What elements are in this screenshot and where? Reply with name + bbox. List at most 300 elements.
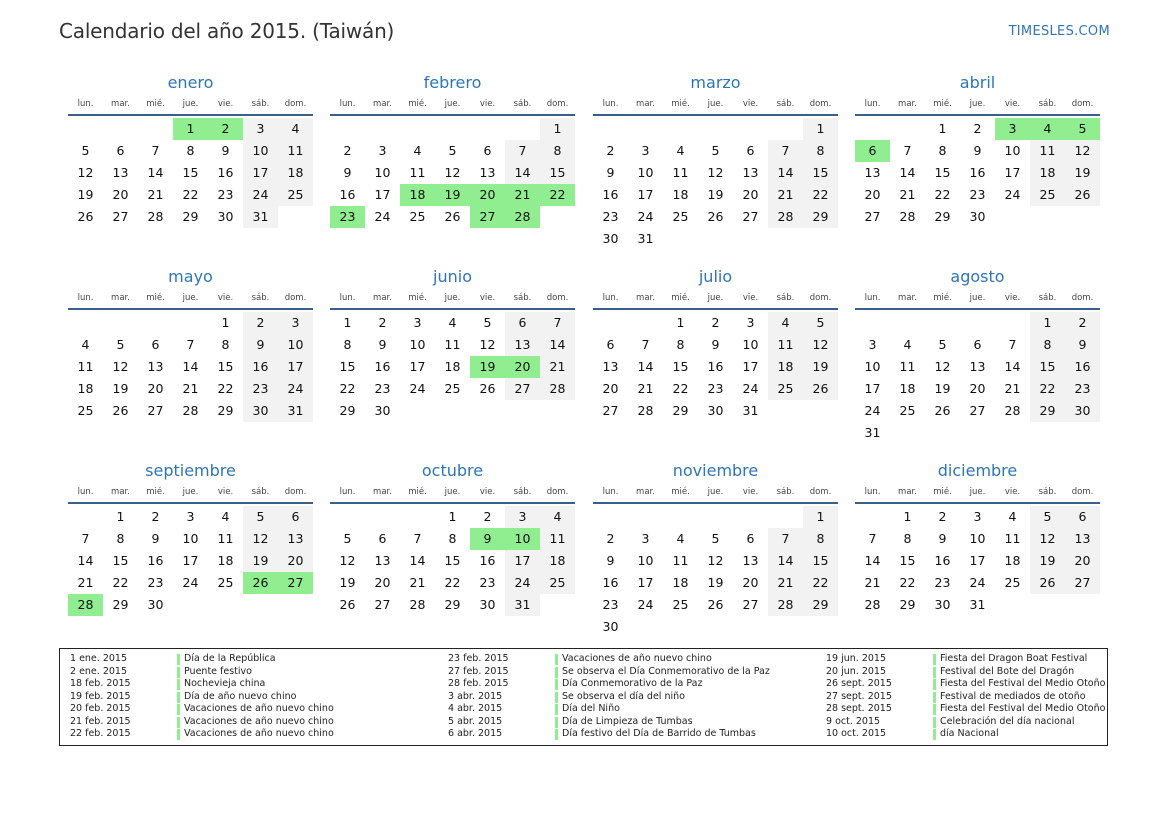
day-cell[interactable]: 5 (81, 143, 90, 158)
day-cell[interactable]: 14 (864, 553, 881, 568)
day-cell[interactable]: 29 (803, 206, 838, 228)
day-cell[interactable]: 20 (505, 356, 540, 378)
day-cell[interactable]: 4 (413, 143, 422, 158)
day-cell[interactable]: 27 (147, 403, 164, 418)
day-cell[interactable]: 3 (641, 143, 650, 158)
day-cell[interactable]: 22 (112, 575, 129, 590)
day-cell[interactable]: 11 (1030, 140, 1065, 162)
day-cell[interactable]: 12 (707, 165, 724, 180)
day-cell[interactable]: 10 (182, 531, 199, 546)
day-cell[interactable]: 2 (483, 509, 492, 524)
day-cell[interactable]: 16 (1065, 356, 1100, 378)
day-cell[interactable]: 11 (768, 334, 803, 356)
day-cell[interactable]: 16 (969, 165, 986, 180)
day-cell[interactable]: 23 (707, 381, 724, 396)
day-cell[interactable]: 2 (938, 509, 947, 524)
day-cell[interactable]: 24 (1004, 187, 1021, 202)
day-cell[interactable]: 28 (768, 206, 803, 228)
day-cell[interactable]: 16 (602, 187, 619, 202)
day-cell[interactable]: 19 (707, 187, 724, 202)
day-cell[interactable]: 29 (182, 209, 199, 224)
day-cell[interactable]: 5 (803, 312, 838, 334)
day-cell[interactable]: 18 (400, 184, 435, 206)
day-cell[interactable]: 27 (742, 209, 759, 224)
day-cell[interactable]: 19 (339, 575, 356, 590)
day-cell[interactable]: 25 (1004, 575, 1021, 590)
day-cell[interactable]: 17 (969, 553, 986, 568)
day-cell[interactable]: 1 (1030, 312, 1065, 334)
day-cell[interactable]: 28 (505, 206, 540, 228)
day-cell[interactable]: 19 (112, 381, 129, 396)
day-cell[interactable]: 14 (899, 165, 916, 180)
day-cell[interactable]: 25 (278, 184, 313, 206)
day-cell[interactable]: 7 (81, 531, 90, 546)
day-cell[interactable]: 12 (339, 553, 356, 568)
day-cell[interactable]: 15 (934, 165, 951, 180)
day-cell[interactable]: 25 (672, 597, 689, 612)
day-cell[interactable]: 12 (1030, 528, 1065, 550)
day-cell[interactable]: 9 (606, 553, 615, 568)
day-cell[interactable]: 30 (243, 400, 278, 422)
day-cell[interactable]: 29 (1030, 400, 1065, 422)
day-cell[interactable]: 26 (803, 378, 838, 400)
day-cell[interactable]: 17 (742, 359, 759, 374)
day-cell[interactable]: 3 (505, 506, 540, 528)
day-cell[interactable]: 26 (243, 572, 278, 594)
day-cell[interactable]: 22 (672, 381, 689, 396)
day-cell[interactable]: 1 (448, 509, 457, 524)
day-cell[interactable]: 26 (1030, 572, 1065, 594)
day-cell[interactable]: 28 (182, 403, 199, 418)
day-cell[interactable]: 6 (746, 531, 755, 546)
day-cell[interactable]: 27 (602, 403, 619, 418)
day-cell[interactable]: 18 (444, 359, 461, 374)
day-cell[interactable]: 23 (374, 381, 391, 396)
day-cell[interactable]: 3 (378, 143, 387, 158)
day-cell[interactable]: 16 (147, 553, 164, 568)
day-cell[interactable]: 9 (243, 334, 278, 356)
day-cell[interactable]: 21 (1004, 381, 1021, 396)
day-cell[interactable]: 4 (540, 506, 575, 528)
day-cell[interactable]: 17 (864, 381, 881, 396)
day-cell[interactable]: 21 (409, 575, 426, 590)
day-cell[interactable]: 31 (278, 400, 313, 422)
day-cell[interactable]: 15 (1030, 356, 1065, 378)
day-cell[interactable]: 8 (1030, 334, 1065, 356)
day-cell[interactable]: 18 (217, 553, 234, 568)
day-cell[interactable]: 28 (637, 403, 654, 418)
day-cell[interactable]: 22 (1030, 378, 1065, 400)
day-cell[interactable]: 19 (243, 550, 278, 572)
day-cell[interactable]: 4 (676, 531, 685, 546)
day-cell[interactable]: 14 (409, 553, 426, 568)
day-cell[interactable]: 30 (602, 619, 619, 634)
day-cell[interactable]: 5 (1065, 118, 1100, 140)
day-cell[interactable]: 9 (151, 531, 160, 546)
day-cell[interactable]: 3 (243, 118, 278, 140)
day-cell[interactable]: 12 (803, 334, 838, 356)
day-cell[interactable]: 26 (339, 597, 356, 612)
day-cell[interactable]: 7 (768, 528, 803, 550)
day-cell[interactable]: 7 (641, 337, 650, 352)
day-cell[interactable]: 21 (182, 381, 199, 396)
day-cell[interactable]: 21 (505, 184, 540, 206)
day-cell[interactable]: 20 (147, 381, 164, 396)
day-cell[interactable]: 6 (855, 140, 890, 162)
day-cell[interactable]: 14 (1004, 359, 1021, 374)
day-cell[interactable]: 21 (864, 575, 881, 590)
day-cell[interactable]: 10 (1004, 143, 1021, 158)
day-cell[interactable]: 5 (483, 315, 492, 330)
day-cell[interactable]: 13 (602, 359, 619, 374)
day-cell[interactable]: 20 (602, 381, 619, 396)
day-cell[interactable]: 27 (374, 597, 391, 612)
day-cell[interactable]: 27 (1065, 572, 1100, 594)
day-cell[interactable]: 20 (470, 184, 505, 206)
day-cell[interactable]: 14 (77, 553, 94, 568)
day-cell[interactable]: 5 (711, 531, 720, 546)
day-cell[interactable]: 3 (641, 531, 650, 546)
day-cell[interactable]: 23 (602, 209, 619, 224)
day-cell[interactable]: 21 (768, 184, 803, 206)
day-cell[interactable]: 18 (899, 381, 916, 396)
day-cell[interactable]: 23 (934, 575, 951, 590)
day-cell[interactable]: 18 (1004, 553, 1021, 568)
day-cell[interactable]: 11 (278, 140, 313, 162)
day-cell[interactable]: 16 (707, 359, 724, 374)
day-cell[interactable]: 10 (374, 165, 391, 180)
day-cell[interactable]: 22 (444, 575, 461, 590)
day-cell[interactable]: 31 (969, 597, 986, 612)
day-cell[interactable]: 10 (864, 359, 881, 374)
day-cell[interactable]: 30 (217, 209, 234, 224)
day-cell[interactable]: 19 (1065, 162, 1100, 184)
day-cell[interactable]: 6 (378, 531, 387, 546)
day-cell[interactable]: 25 (77, 403, 94, 418)
day-cell[interactable]: 22 (803, 572, 838, 594)
day-cell[interactable]: 16 (217, 165, 234, 180)
day-cell[interactable]: 11 (1004, 531, 1021, 546)
day-cell[interactable]: 26 (1065, 184, 1100, 206)
day-cell[interactable]: 4 (278, 118, 313, 140)
day-cell[interactable]: 28 (147, 209, 164, 224)
day-cell[interactable]: 9 (221, 143, 230, 158)
day-cell[interactable]: 24 (505, 572, 540, 594)
day-cell[interactable]: 22 (899, 575, 916, 590)
day-cell[interactable]: 8 (676, 337, 685, 352)
day-cell[interactable]: 28 (1004, 403, 1021, 418)
day-cell[interactable]: 13 (505, 334, 540, 356)
day-cell[interactable]: 4 (1008, 509, 1017, 524)
day-cell[interactable]: 10 (505, 528, 540, 550)
day-cell[interactable]: 8 (186, 143, 195, 158)
day-cell[interactable]: 27 (505, 378, 540, 400)
day-cell[interactable]: 15 (182, 165, 199, 180)
day-cell[interactable]: 13 (479, 165, 496, 180)
day-cell[interactable]: 13 (742, 165, 759, 180)
day-cell[interactable]: 8 (448, 531, 457, 546)
day-cell[interactable]: 12 (707, 553, 724, 568)
day-cell[interactable]: 16 (374, 359, 391, 374)
day-cell[interactable]: 1 (803, 506, 838, 528)
day-cell[interactable]: 21 (768, 572, 803, 594)
day-cell[interactable]: 11 (899, 359, 916, 374)
day-cell[interactable]: 22 (934, 187, 951, 202)
day-cell[interactable]: 9 (343, 165, 352, 180)
day-cell[interactable]: 28 (864, 597, 881, 612)
day-cell[interactable]: 14 (768, 550, 803, 572)
day-cell[interactable]: 24 (182, 575, 199, 590)
day-cell[interactable]: 16 (934, 553, 951, 568)
day-cell[interactable]: 10 (742, 337, 759, 352)
day-cell[interactable]: 24 (969, 575, 986, 590)
day-cell[interactable]: 14 (147, 165, 164, 180)
day-cell[interactable]: 18 (278, 162, 313, 184)
day-cell[interactable]: 5 (938, 337, 947, 352)
day-cell[interactable]: 23 (217, 187, 234, 202)
day-cell[interactable]: 14 (768, 162, 803, 184)
day-cell[interactable]: 15 (899, 553, 916, 568)
day-cell[interactable]: 19 (934, 381, 951, 396)
day-cell[interactable]: 24 (374, 209, 391, 224)
day-cell[interactable]: 30 (934, 597, 951, 612)
day-cell[interactable]: 4 (1030, 118, 1065, 140)
day-cell[interactable]: 23 (602, 597, 619, 612)
day-cell[interactable]: 27 (742, 597, 759, 612)
day-cell[interactable]: 5 (116, 337, 125, 352)
brand-link[interactable]: TIMESLES.COM (1008, 24, 1110, 39)
day-cell[interactable]: 9 (1065, 334, 1100, 356)
day-cell[interactable]: 13 (112, 165, 129, 180)
day-cell[interactable]: 19 (803, 356, 838, 378)
day-cell[interactable]: 29 (112, 597, 129, 612)
day-cell[interactable]: 28 (540, 378, 575, 400)
day-cell[interactable]: 15 (672, 359, 689, 374)
day-cell[interactable]: 23 (330, 206, 365, 228)
day-cell[interactable]: 7 (413, 531, 422, 546)
day-cell[interactable]: 13 (1065, 528, 1100, 550)
day-cell[interactable]: 30 (969, 209, 986, 224)
day-cell[interactable]: 31 (742, 403, 759, 418)
day-cell[interactable]: 31 (637, 231, 654, 246)
day-cell[interactable]: 10 (637, 553, 654, 568)
day-cell[interactable]: 11 (217, 531, 234, 546)
day-cell[interactable]: 3 (995, 118, 1030, 140)
day-cell[interactable]: 6 (116, 143, 125, 158)
day-cell[interactable]: 5 (448, 143, 457, 158)
day-cell[interactable]: 7 (768, 140, 803, 162)
day-cell[interactable]: 2 (151, 509, 160, 524)
day-cell[interactable]: 20 (742, 575, 759, 590)
day-cell[interactable]: 29 (339, 403, 356, 418)
day-cell[interactable]: 7 (151, 143, 160, 158)
day-cell[interactable]: 28 (409, 597, 426, 612)
day-cell[interactable]: 6 (1065, 506, 1100, 528)
day-cell[interactable]: 17 (278, 356, 313, 378)
day-cell[interactable]: 18 (540, 550, 575, 572)
day-cell[interactable]: 10 (243, 140, 278, 162)
day-cell[interactable]: 18 (1030, 162, 1065, 184)
day-cell[interactable]: 15 (112, 553, 129, 568)
day-cell[interactable]: 20 (112, 187, 129, 202)
day-cell[interactable]: 1 (221, 315, 230, 330)
day-cell[interactable]: 11 (540, 528, 575, 550)
day-cell[interactable]: 15 (444, 553, 461, 568)
day-cell[interactable]: 19 (707, 575, 724, 590)
day-cell[interactable]: 6 (151, 337, 160, 352)
day-cell[interactable]: 21 (77, 575, 94, 590)
day-cell[interactable]: 24 (864, 403, 881, 418)
day-cell[interactable]: 25 (899, 403, 916, 418)
day-cell[interactable]: 21 (147, 187, 164, 202)
day-cell[interactable]: 4 (768, 312, 803, 334)
day-cell[interactable]: 14 (637, 359, 654, 374)
day-cell[interactable]: 28 (68, 594, 103, 616)
day-cell[interactable]: 2 (208, 118, 243, 140)
day-cell[interactable]: 22 (540, 184, 575, 206)
day-cell[interactable]: 17 (374, 187, 391, 202)
day-cell[interactable]: 27 (864, 209, 881, 224)
day-cell[interactable]: 4 (81, 337, 90, 352)
day-cell[interactable]: 1 (803, 118, 838, 140)
day-cell[interactable]: 3 (278, 312, 313, 334)
day-cell[interactable]: 8 (938, 143, 947, 158)
day-cell[interactable]: 12 (112, 359, 129, 374)
day-cell[interactable]: 18 (672, 187, 689, 202)
day-cell[interactable]: 26 (444, 209, 461, 224)
day-cell[interactable]: 2 (343, 143, 352, 158)
day-cell[interactable]: 26 (112, 403, 129, 418)
day-cell[interactable]: 6 (505, 312, 540, 334)
day-cell[interactable]: 13 (278, 528, 313, 550)
day-cell[interactable]: 12 (77, 165, 94, 180)
day-cell[interactable]: 12 (934, 359, 951, 374)
day-cell[interactable]: 29 (934, 209, 951, 224)
day-cell[interactable]: 3 (973, 509, 982, 524)
day-cell[interactable]: 2 (606, 531, 615, 546)
day-cell[interactable]: 30 (1065, 400, 1100, 422)
day-cell[interactable]: 10 (278, 334, 313, 356)
day-cell[interactable]: 9 (470, 528, 505, 550)
day-cell[interactable]: 1 (938, 121, 947, 136)
day-cell[interactable]: 30 (374, 403, 391, 418)
day-cell[interactable]: 12 (444, 165, 461, 180)
day-cell[interactable]: 10 (969, 531, 986, 546)
day-cell[interactable]: 9 (606, 165, 615, 180)
day-cell[interactable]: 9 (711, 337, 720, 352)
day-cell[interactable]: 25 (540, 572, 575, 594)
day-cell[interactable]: 2 (973, 121, 982, 136)
day-cell[interactable]: 7 (1008, 337, 1017, 352)
day-cell[interactable]: 29 (672, 403, 689, 418)
day-cell[interactable]: 8 (803, 528, 838, 550)
day-cell[interactable]: 17 (1004, 165, 1021, 180)
day-cell[interactable]: 24 (742, 381, 759, 396)
day-cell[interactable]: 26 (479, 381, 496, 396)
day-cell[interactable]: 23 (479, 575, 496, 590)
day-cell[interactable]: 19 (470, 356, 505, 378)
day-cell[interactable]: 6 (606, 337, 615, 352)
day-cell[interactable]: 26 (77, 209, 94, 224)
day-cell[interactable]: 7 (505, 140, 540, 162)
day-cell[interactable]: 9 (938, 531, 947, 546)
day-cell[interactable]: 10 (409, 337, 426, 352)
day-cell[interactable]: 11 (672, 165, 689, 180)
day-cell[interactable]: 18 (768, 356, 803, 378)
day-cell[interactable]: 4 (221, 509, 230, 524)
day-cell[interactable]: 16 (339, 187, 356, 202)
day-cell[interactable]: 23 (1065, 378, 1100, 400)
day-cell[interactable]: 24 (278, 378, 313, 400)
day-cell[interactable]: 23 (147, 575, 164, 590)
day-cell[interactable]: 5 (711, 143, 720, 158)
day-cell[interactable]: 4 (676, 143, 685, 158)
day-cell[interactable]: 25 (444, 381, 461, 396)
day-cell[interactable]: 1 (903, 509, 912, 524)
day-cell[interactable]: 8 (343, 337, 352, 352)
day-cell[interactable]: 14 (505, 162, 540, 184)
day-cell[interactable]: 26 (707, 597, 724, 612)
day-cell[interactable]: 18 (672, 575, 689, 590)
day-cell[interactable]: 17 (637, 575, 654, 590)
day-cell[interactable]: 3 (868, 337, 877, 352)
day-cell[interactable]: 3 (746, 315, 755, 330)
day-cell[interactable]: 20 (969, 381, 986, 396)
day-cell[interactable]: 17 (637, 187, 654, 202)
day-cell[interactable]: 27 (278, 572, 313, 594)
day-cell[interactable]: 29 (803, 594, 838, 616)
day-cell[interactable]: 11 (409, 165, 426, 180)
day-cell[interactable]: 18 (77, 381, 94, 396)
day-cell[interactable]: 25 (768, 378, 803, 400)
day-cell[interactable]: 20 (864, 187, 881, 202)
day-cell[interactable]: 22 (182, 187, 199, 202)
day-cell[interactable]: 17 (182, 553, 199, 568)
day-cell[interactable]: 28 (768, 594, 803, 616)
day-cell[interactable]: 1 (173, 118, 208, 140)
day-cell[interactable]: 20 (374, 575, 391, 590)
day-cell[interactable]: 29 (217, 403, 234, 418)
day-cell[interactable]: 1 (116, 509, 125, 524)
day-cell[interactable]: 19 (435, 184, 470, 206)
day-cell[interactable]: 9 (973, 143, 982, 158)
day-cell[interactable]: 12 (1065, 140, 1100, 162)
day-cell[interactable]: 7 (540, 312, 575, 334)
day-cell[interactable]: 14 (182, 359, 199, 374)
day-cell[interactable]: 15 (540, 162, 575, 184)
day-cell[interactable]: 19 (77, 187, 94, 202)
day-cell[interactable]: 3 (413, 315, 422, 330)
day-cell[interactable]: 30 (479, 597, 496, 612)
day-cell[interactable]: 1 (343, 315, 352, 330)
day-cell[interactable]: 11 (444, 337, 461, 352)
day-cell[interactable]: 7 (186, 337, 195, 352)
day-cell[interactable]: 24 (243, 184, 278, 206)
day-cell[interactable]: 28 (899, 209, 916, 224)
day-cell[interactable]: 8 (803, 140, 838, 162)
day-cell[interactable]: 20 (278, 550, 313, 572)
day-cell[interactable]: 27 (112, 209, 129, 224)
day-cell[interactable]: 2 (606, 143, 615, 158)
day-cell[interactable]: 8 (540, 140, 575, 162)
day-cell[interactable]: 13 (742, 553, 759, 568)
day-cell[interactable]: 5 (243, 506, 278, 528)
day-cell[interactable]: 30 (602, 231, 619, 246)
day-cell[interactable]: 6 (483, 143, 492, 158)
day-cell[interactable]: 3 (186, 509, 195, 524)
day-cell[interactable]: 22 (217, 381, 234, 396)
day-cell[interactable]: 25 (672, 209, 689, 224)
